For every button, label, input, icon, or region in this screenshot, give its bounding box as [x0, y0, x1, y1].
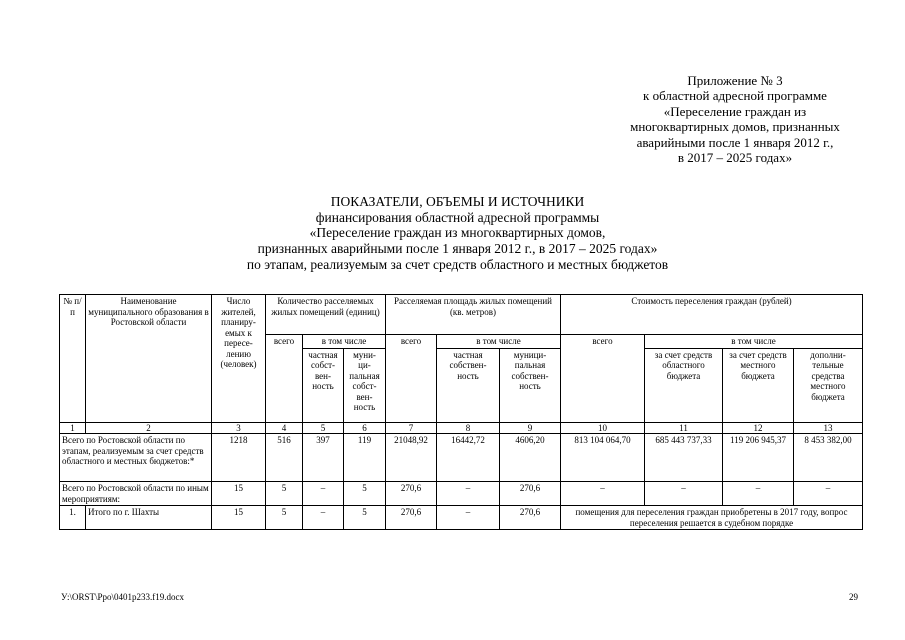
financing-table — [59, 294, 863, 530]
table-cell: 1218 — [212, 434, 266, 482]
row-note: помещения для переселения граждан приобретены в 2017 году, вопрос переселения решается в судебном порядке — [561, 506, 863, 530]
table-cell: – — [303, 482, 344, 506]
appendix-line: Приложение № 3 — [687, 73, 783, 88]
table-cell: – — [645, 482, 723, 506]
table-cell: 270,6 — [386, 506, 437, 530]
row-number: 1. — [60, 506, 86, 530]
table-cell: – — [794, 482, 863, 506]
header-rooms: Количество расселяемых жилых помещений (единиц) — [266, 295, 386, 335]
header-rooms-total: всего — [266, 335, 303, 423]
header-private-rooms: частная собст- вен- ность — [303, 348, 344, 422]
table-cell: 397 — [303, 434, 344, 482]
table-cell: 813 104 064,70 — [561, 434, 645, 482]
heading-line: по этапам, реализуемым за счет средств областного и местных бюджетов — [246, 256, 669, 272]
appendix-line: многоквартирных домов, признанных — [630, 119, 840, 135]
table-cell: 270,6 — [386, 482, 437, 506]
column-number: 3 — [212, 422, 266, 434]
column-number: 9 — [500, 422, 561, 434]
column-number: 1 — [60, 422, 86, 434]
column-number: 13 — [794, 422, 863, 434]
table-cell: 16442,72 — [437, 434, 500, 482]
table-cell: 119 — [344, 434, 386, 482]
column-number: 4 — [266, 422, 303, 434]
header-cost-incl: в том числе — [645, 335, 863, 349]
header-area: Расселяемая площадь жилых помещений (кв. метров) — [386, 295, 561, 335]
appendix-line: к областной адресной программе — [643, 88, 827, 104]
header-municipal-rooms: муни- ци- пальная собст- вен- ность — [344, 348, 386, 422]
row-name: Всего по Ростовской области по этапам, реализуемым за счет средств областного и местных бюджетов:* — [60, 434, 212, 482]
header-name: Наименование муниципального образования в Ростовской области — [86, 295, 212, 423]
document-heading — [150, 194, 765, 273]
table-cell: 4606,20 — [500, 434, 561, 482]
heading-line: признанных аварийными после 1 января 2012 г., в 2017 – 2025 годах» — [257, 241, 658, 257]
header-cost: Стоимость переселения граждан (рублей) — [561, 295, 863, 335]
column-number: 10 — [561, 422, 645, 434]
heading-line: «Переселение граждан из многоквартирных домов, — [309, 225, 606, 241]
table-cell: 270,6 — [500, 482, 561, 506]
table-cell: 516 — [266, 434, 303, 482]
table-cell: 5 — [266, 506, 303, 530]
header-rooms-incl: в том числе — [303, 335, 386, 349]
table-row — [60, 482, 863, 506]
header-cost-total: всего — [561, 335, 645, 423]
table-cell: 5 — [344, 482, 386, 506]
table-cell: 5 — [344, 506, 386, 530]
table-cell: 685 443 737,33 — [645, 434, 723, 482]
column-number: 11 — [645, 422, 723, 434]
column-number: 2 — [86, 422, 212, 434]
header-area-total: всего — [386, 335, 437, 423]
table-cell: 5 — [266, 482, 303, 506]
heading-title: ПОКАЗАТЕЛИ, ОБЪЕМЫ И ИСТОЧНИКИ — [330, 194, 585, 209]
table-cell: – — [437, 482, 500, 506]
table-cell: 15 — [212, 482, 266, 506]
table-row — [60, 434, 863, 482]
footer-file-path: У:\ORST\Ppo\0401p233.f19.docx — [61, 592, 185, 602]
row-name: Всего по Ростовской области по иным мероприятиям: — [60, 482, 212, 506]
table-cell: – — [723, 482, 794, 506]
header-private-area: частная собствен- ность — [437, 348, 500, 422]
table-cell: 8 453 382,00 — [794, 434, 863, 482]
column-number-row — [60, 422, 863, 434]
column-number: 7 — [386, 422, 437, 434]
page-number: 29 — [849, 592, 858, 602]
header-num: № п/п — [60, 295, 86, 423]
header-municipal-area: муници- пальная собствен- ность — [500, 348, 561, 422]
appendix-line: «Переселение граждан из — [663, 103, 807, 119]
table-row — [60, 506, 863, 530]
appendix-line: в 2017 – 2025 годах» — [677, 150, 793, 166]
table-cell: 119 206 945,37 — [723, 434, 794, 482]
table-cell: 270,6 — [500, 506, 561, 530]
heading-line: финансирования областной адресной программы — [315, 209, 600, 225]
column-number: 6 — [344, 422, 386, 434]
column-number: 5 — [303, 422, 344, 434]
column-number: 12 — [723, 422, 794, 434]
table-cell: 15 — [212, 506, 266, 530]
header-local-budget: за счет средств местного бюджета — [723, 348, 794, 422]
table-cell: – — [437, 506, 500, 530]
table-cell: 21048,92 — [386, 434, 437, 482]
table-cell: – — [303, 506, 344, 530]
appendix-block — [560, 73, 905, 165]
appendix-line: аварийными после 1 января 2012 г., — [636, 134, 834, 150]
header-residents: Число жителей, планиру- емых к пересе- лению (человек) — [212, 295, 266, 423]
header-area-incl: в том числе — [437, 335, 561, 349]
row-name: Итого по г. Шахты — [86, 506, 212, 530]
header-regional-budget: за счет средств областного бюджета — [645, 348, 723, 422]
table-cell: – — [561, 482, 645, 506]
header-additional-budget: дополни- тельные средства местного бюджета — [794, 348, 863, 422]
column-number: 8 — [437, 422, 500, 434]
